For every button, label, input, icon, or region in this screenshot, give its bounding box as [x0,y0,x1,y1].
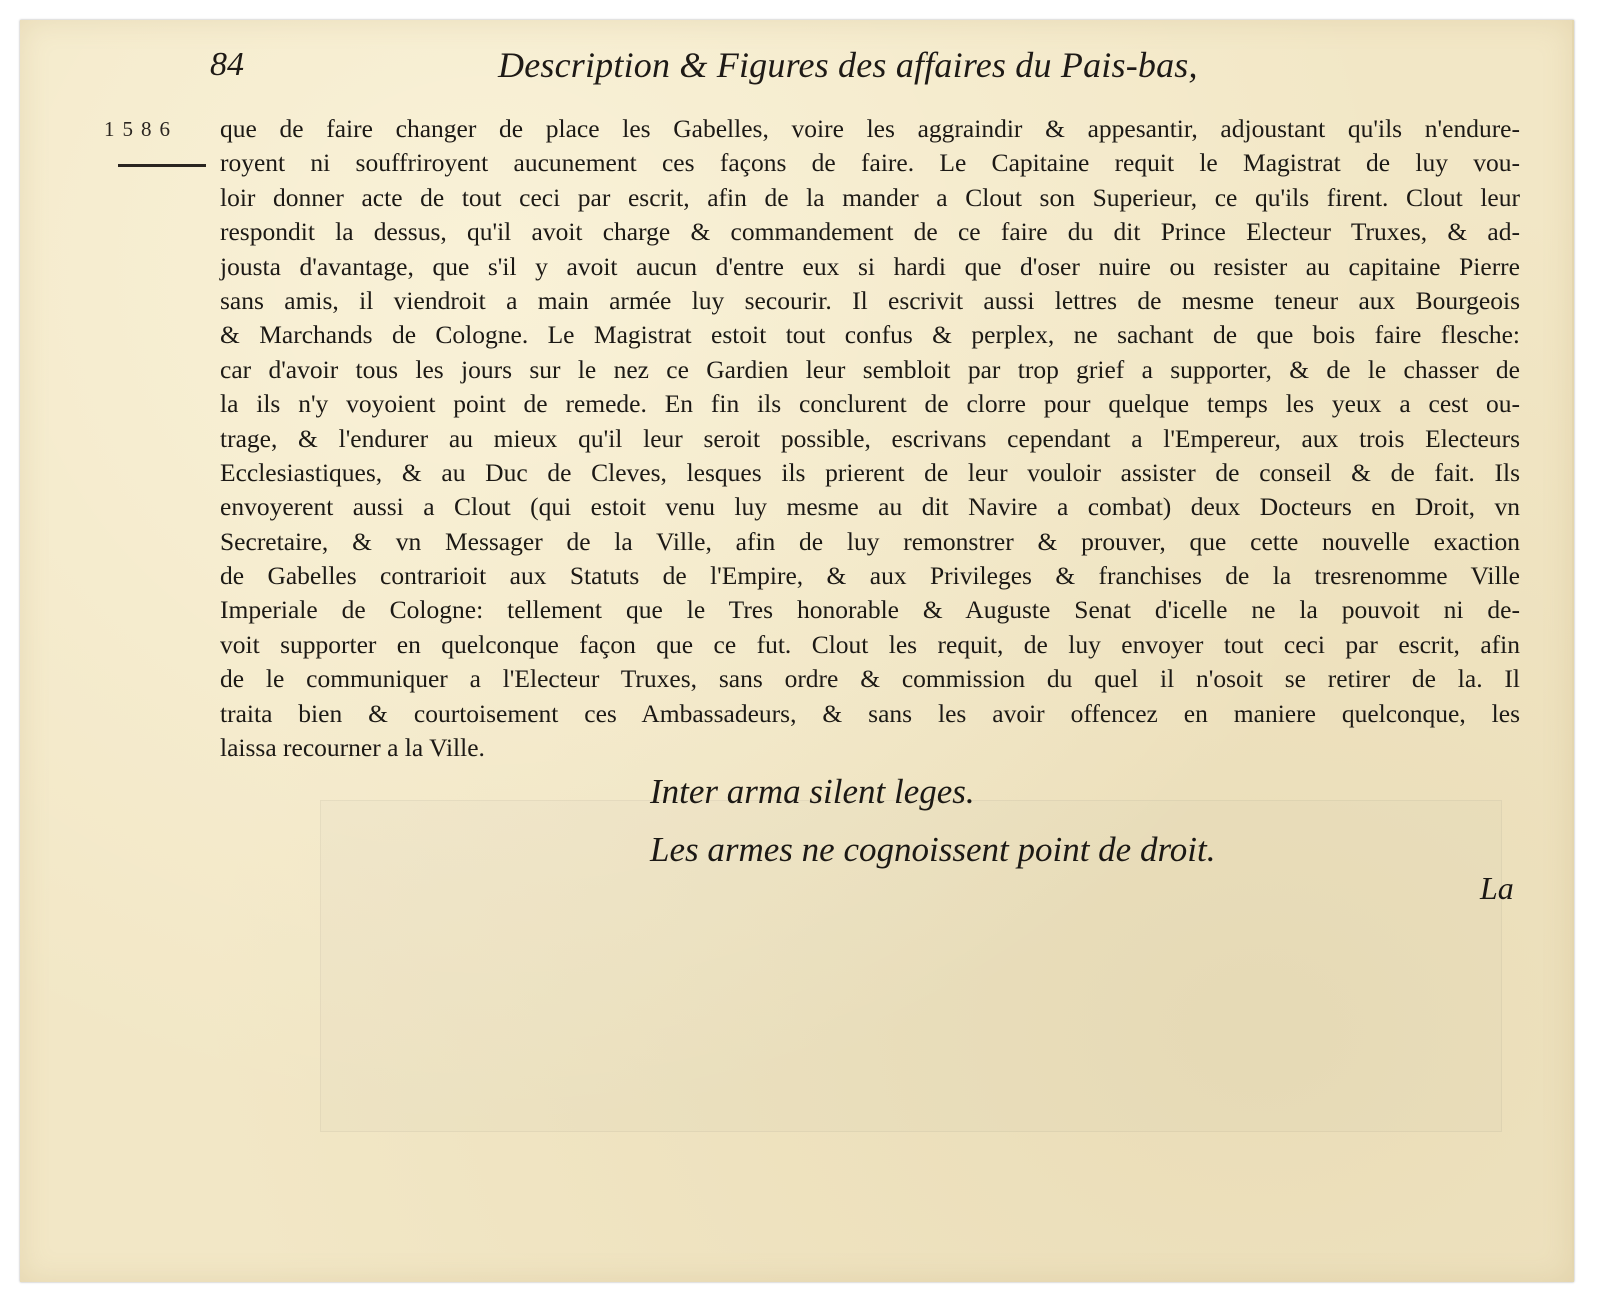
body-text [220,112,1520,765]
motto-french: Les armes ne cognoissent point de droit. [650,830,1216,869]
text-line: respondit la dessus, qu'il avoit charge & commandement de ce faire du dit Prince Electeur Truxes, & ad- [220,217,1520,247]
text-line: laissa recourner a la Ville. [220,733,485,763]
running-head [190,38,1530,98]
margin-rule [118,164,206,167]
text-line: sans amis, il viendroit a main armée luy secourir. Il escrivit aussi lettres de mesme teneur aux Bourgeois [220,285,1520,315]
text-line: royent ni souffriroyent aucunement ces façons de faire. Le Capitaine requit le Magistrat de luy vou- [220,148,1520,178]
text-line: que de faire changer de place les Gabelles, voire les aggraindir & appesantir, adjoustant qu'ils n'endure- [220,114,1520,143]
margin-year: 1586 [104,117,178,141]
motto-latin: Inter arma silent leges. [650,772,975,811]
running-title: Description & Figures des affaires du Pais-bas, [498,45,1198,85]
text-line: Imperiale de Cologne: tellement que le Tres honorable & Auguste Senat d'icelle ne la pouvoit ni de- [220,595,1520,625]
text-line: trage, & l'endurer au mieux qu'il leur seroit possible, escrivans cependant a l'Empereur, aux trois Electeurs [220,423,1520,453]
text-line: Ecclesiastiques, & au Duc de Cleves, lesques ils prierent de leur vouloir assister de conseil & de fait. Ils [220,457,1520,487]
text-line: voit supporter en quelconque façon que ce fut. Clout les requit, de luy envoyer tout ceci par escrit, afin [220,629,1520,659]
text-line: la ils n'y voyoient point de remede. En fin ils conclurent de clorre pour quelque temps les yeux a cest ou- [220,389,1520,419]
text-line: envoyerent aussi a Clout (qui estoit venu luy mesme au dit Navire a combat) deux Docteurs en Droit, vn [220,492,1520,522]
text-line: traita bien & courtoisement ces Ambassadeurs, & sans les avoir offencez en maniere quelconque, les [220,698,1520,728]
text-line: de le communiquer a l'Electeur Truxes, sans ordre & commission du quel il n'osoit se retirer de la. Il [220,664,1520,694]
text-line: jousta d'avantage, que s'il y avoit aucun d'entre eux si hardi que d'oser nuire ou resister au capitaine Pierre [220,251,1520,281]
text-line: Secretaire, & vn Messager de la Ville, afin de luy remonstrer & prouver, que cette nouvelle exaction [220,526,1520,556]
page-number: 84 [210,46,244,83]
text-line: car d'avoir tous les jours sur le nez ce Gardien leur sembloit par trop grief a supporter, & de le chasser de [220,354,1520,384]
text-line: & Marchands de Cologne. Le Magistrat estoit tout confus & perplex, ne sachant de que bois faire flesche: [220,320,1520,350]
catchword: La [1480,870,1514,906]
text-line: loir donner acte de tout ceci par escrit, afin de la mander a Clout son Superieur, ce qu'ils firent. Clout leur [220,182,1520,212]
text-line: de Gabelles contrarioit aux Statuts de l'Empire, & aux Privileges & franchises de la tresrenomme Ville [220,561,1520,591]
